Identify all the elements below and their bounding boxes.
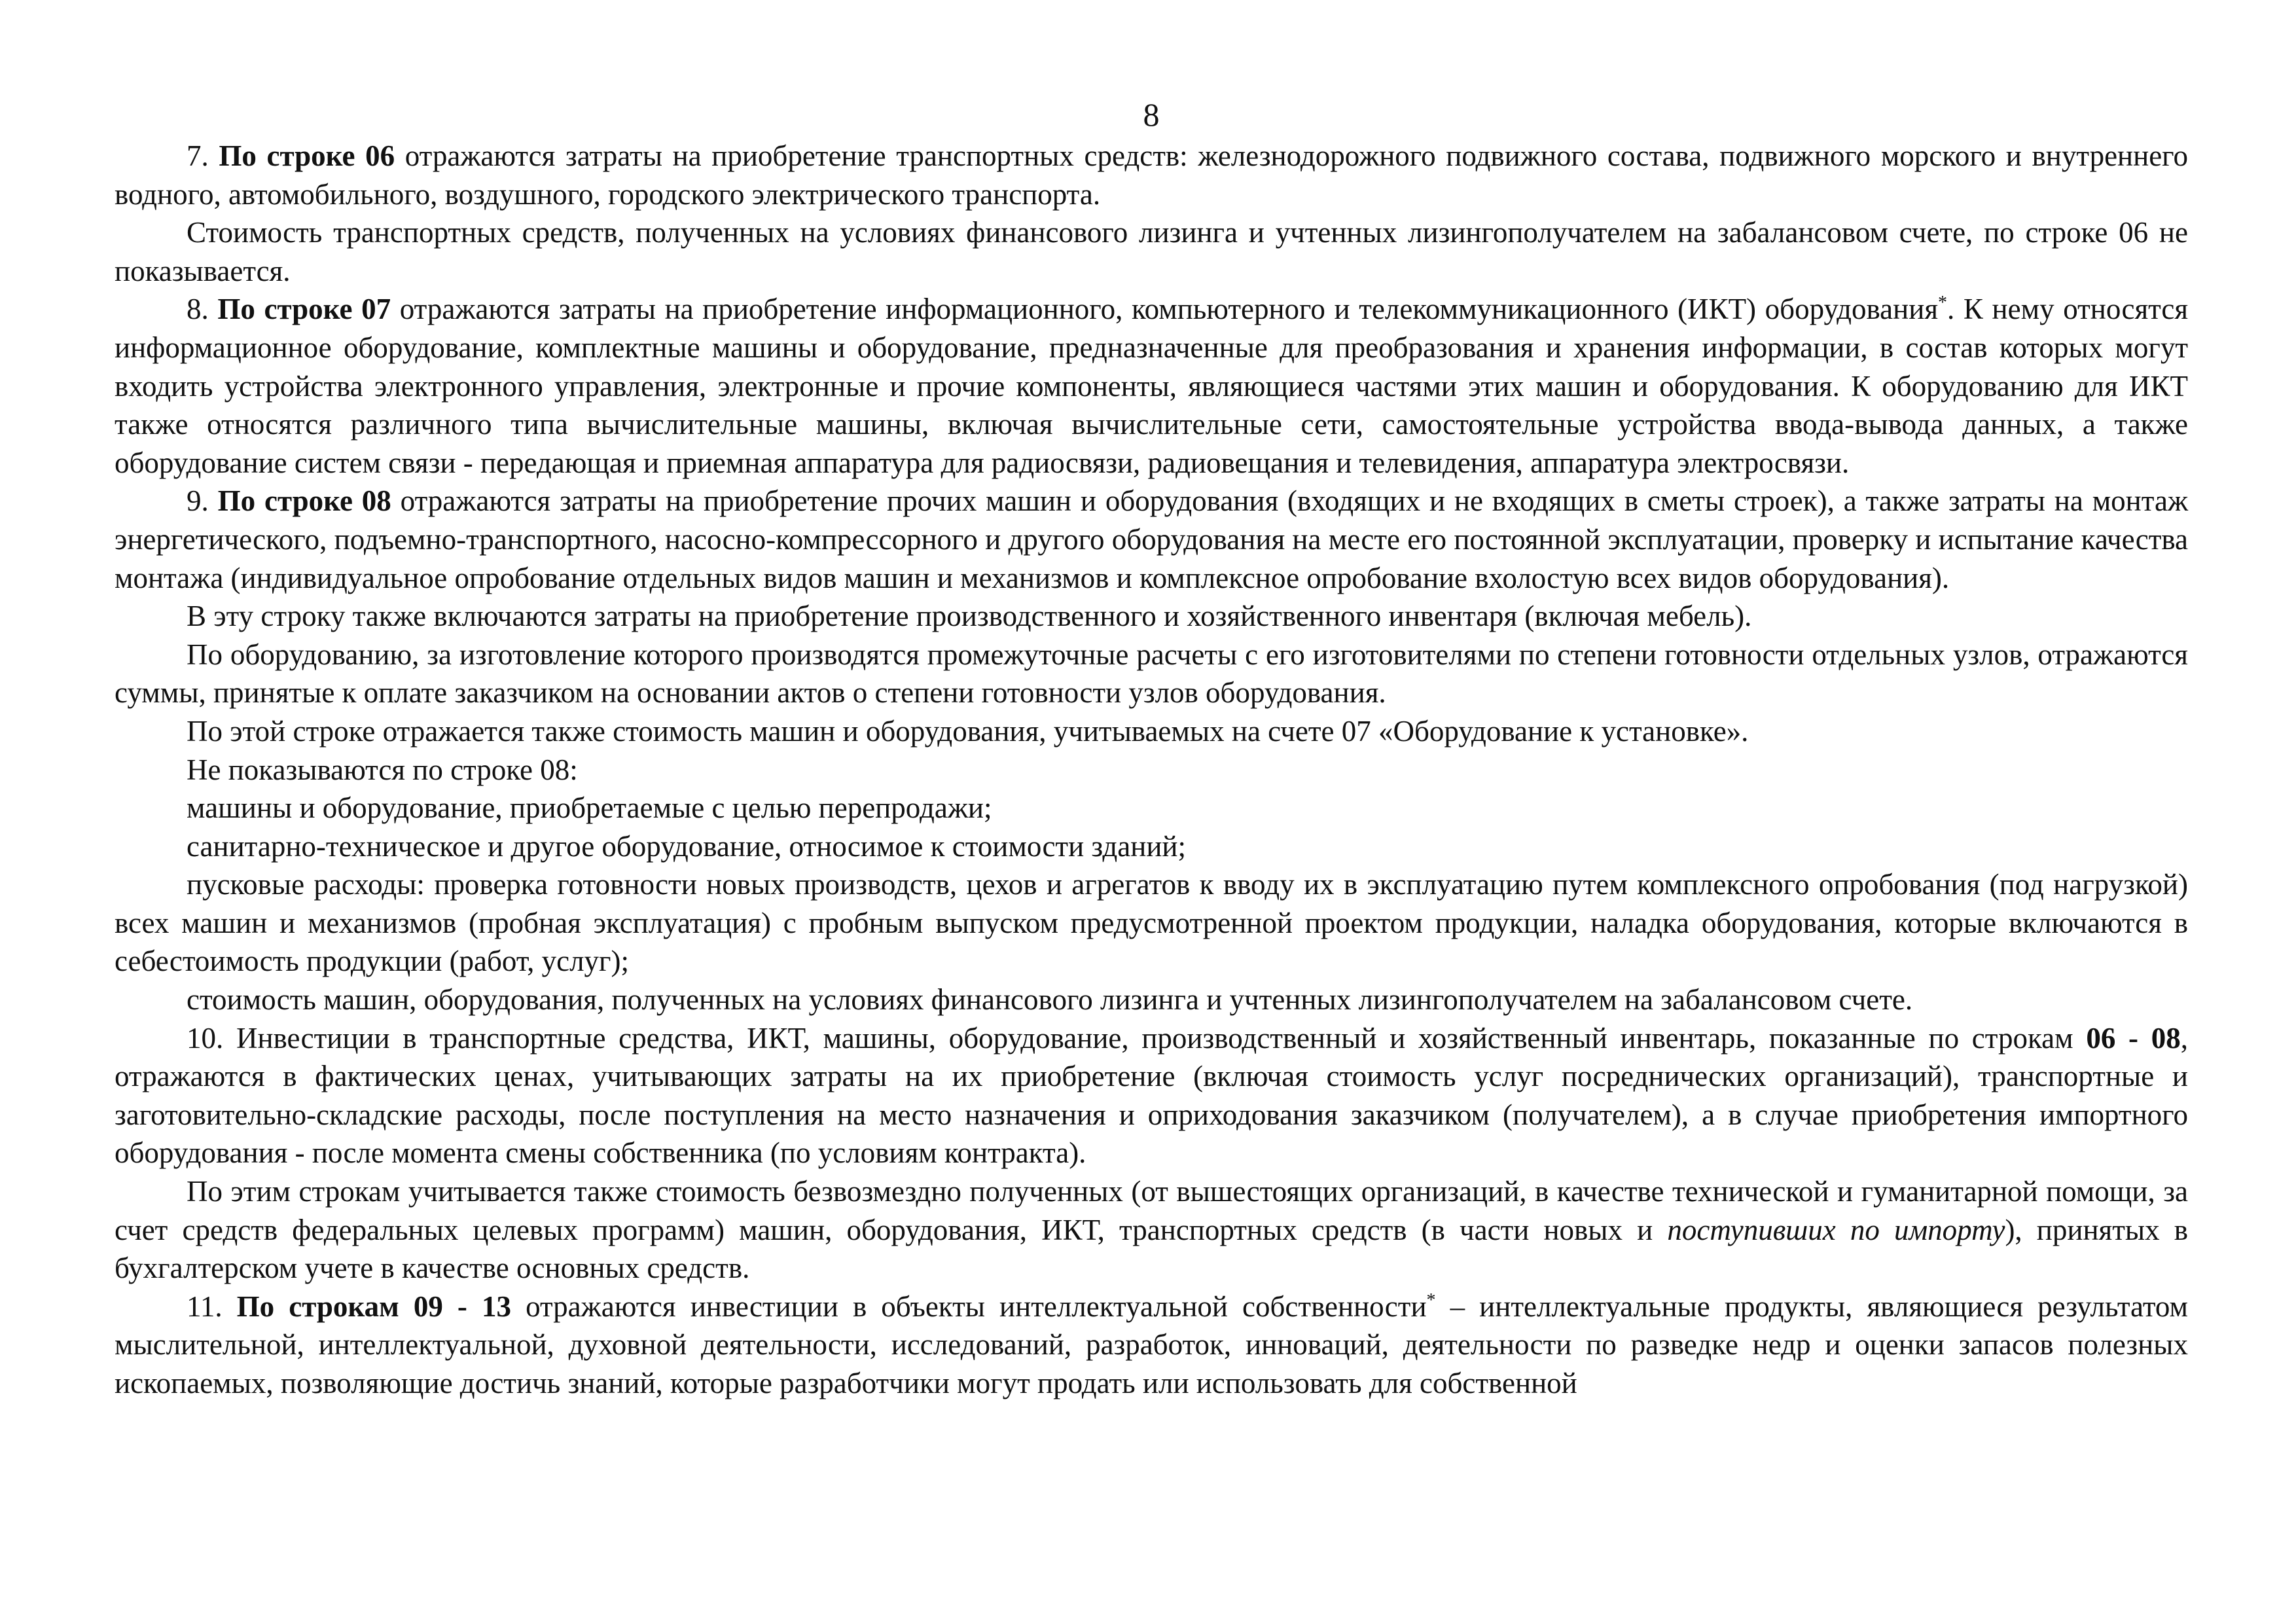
paragraph-10	[115, 1019, 2188, 1172]
item-number: 9.	[187, 484, 209, 518]
item-number: 7.	[187, 139, 209, 172]
paragraph-7	[115, 137, 2188, 213]
paragraph-9-exclusions-heading: Не показываются по строке 08:	[187, 753, 578, 786]
exclusion-item-sanitary: санитарно-техническое и другое оборудование, относимое к стоимости зданий;	[187, 829, 1187, 863]
paragraph-8	[115, 290, 2188, 482]
row-reference: По строкам 09 - 13	[236, 1290, 511, 1323]
row-reference: По строке 08	[217, 484, 391, 518]
paragraph-text-continued: , отражаются в фактических ценах, учитывающих затраты на их приобретение (включая стоимость услуг посреднических организаций), транспортные и заготовительно-складские расходы, после поступления на место назначения и оприходования заказчиком (получателем), а в случае приобретения импортного оборудования - после момента смены собственника (по условиям контракта).	[115, 1021, 2188, 1170]
italic-phrase: поступивших по импорту	[1667, 1213, 2005, 1246]
paragraph-10-gratuitous	[115, 1172, 2188, 1288]
paragraph-text: отражаются затраты на приобретение транспортных средств: железнодорожного подвижного состава, подвижного морского и внутреннего водного, автомобильного, воздушного, городского электрического транспорта.	[115, 139, 2189, 211]
paragraph-text-continued: – интеллектуальные продукты, являющиеся результатом мыслительной, интеллектуальной, духовной деятельности, исследований, разработок, инноваций, деятельности по разведке недр и оценки запасов полезных ископаемых, позволяющие достичь знаний, которые разработчики могут продать или использовать для собственной	[115, 1290, 2189, 1399]
paragraph-text: 10. Инвестиции в транспортные средства, ИКТ, машины, оборудование, производственный и хозяйственный инвентарь, показанные по строкам	[187, 1021, 2073, 1055]
paragraph-9-inventory: В эту строку также включаются затраты на приобретение производственного и хозяйственного инвентаря (включая мебель).	[187, 600, 1752, 633]
footnote-marker: *	[1426, 1290, 1436, 1310]
paragraph-text-continued: . К нему относятся информационное оборудование, комплектные машины и оборудование, предназначенные для преобразования и хранения информации, в состав которых могут входить устройства электронного управления, электронные и прочие компоненты, являющиеся частями этих машин и оборудования. К оборудованию для ИКТ также относятся различного типа вычислительные машины, включая вычислительные сети, самостоятельные устройства ввода-вывода данных, а также оборудование систем связи - передающая и приемная аппаратура для радиосвязи, радиовещания и телевидения, аппаратура электросвязи.	[115, 293, 2189, 479]
page-number: 8	[1143, 96, 1160, 133]
row-reference: 06 - 08	[2086, 1021, 2181, 1055]
document-page	[115, 95, 2188, 1403]
paragraph-text: отражаются затраты на приобретение информационного, компьютерного и телекоммуникационного (ИКТ) оборудования	[399, 293, 1939, 326]
exclusion-item-resale: машины и оборудование, приобретаемые с целью перепродажи;	[187, 791, 992, 825]
row-reference: По строке 06	[219, 139, 395, 172]
footnote-marker: *	[1938, 293, 1948, 314]
paragraph-text: отражаются затраты на приобретение прочих машин и оборудования (входящих и не входящих в сметы строек), а также затраты на монтаж энергетического, подъемно-транспортного, насосно-компрессорного и другого оборудования на месте его постоянной эксплуатации, проверку и испытание качества монтажа (индивидуальное опробование отдельных видов машин и механизмов и комплексное опробование вхолостую всех видов оборудования).	[115, 484, 2189, 594]
paragraph-text: По этим строкам учитывается также стоимость безвозмездно полученных (от вышестоящих организаций, в качестве технической и гуманитарной помощи, за счет средств федеральных целевых программ) машин, оборудования, ИКТ, транспортных средств (в части новых и	[115, 1175, 2188, 1246]
row-reference: По строке 07	[217, 293, 391, 326]
paragraph-11	[115, 1288, 2188, 1403]
paragraph-text: отражаются инвестиции в объекты интеллектуальной собственности	[526, 1290, 1427, 1323]
paragraph-text-continued: ), принятых в бухгалтерском учете в качестве основных средств.	[115, 1213, 2189, 1285]
paragraph-9	[115, 482, 2188, 597]
exclusion-item-startup-costs: пусковые расходы: проверка готовности новых производств, цехов и агрегатов к вводу их в эксплуатацию путем комплексного опробования (под нагрузкой) всех машин и механизмов (пробная эксплуатация) с пробным выпуском предусмотренной проектом продукции, наладка оборудования, которые включаются в себестоимость продукции (работ, услуг);	[115, 868, 2188, 978]
item-number: 8.	[187, 293, 209, 326]
exclusion-item-leasing: стоимость машин, оборудования, полученных на условиях финансового лизинга и учтенных лизингополучателем на забалансовом счете.	[187, 983, 1913, 1017]
paragraph-7-leasing: Стоимость транспортных средств, полученных на условиях финансового лизинга и учтенных лизингополучателем на забалансовом счете, по строке 06 не показывается.	[115, 216, 2188, 287]
paragraph-9-partial-payments: По оборудованию, за изготовление которого производятся промежуточные расчеты с его изготовителями по степени готовности отдельных узлов, отражаются суммы, принятые к оплате заказчиком на основании актов о степени готовности узлов оборудования.	[115, 638, 2188, 710]
paragraph-9-account-07: По этой строке отражается также стоимость машин и оборудования, учитываемых на счете 07 «Оборудование к установке».	[187, 714, 1749, 748]
item-number: 11.	[187, 1290, 223, 1323]
